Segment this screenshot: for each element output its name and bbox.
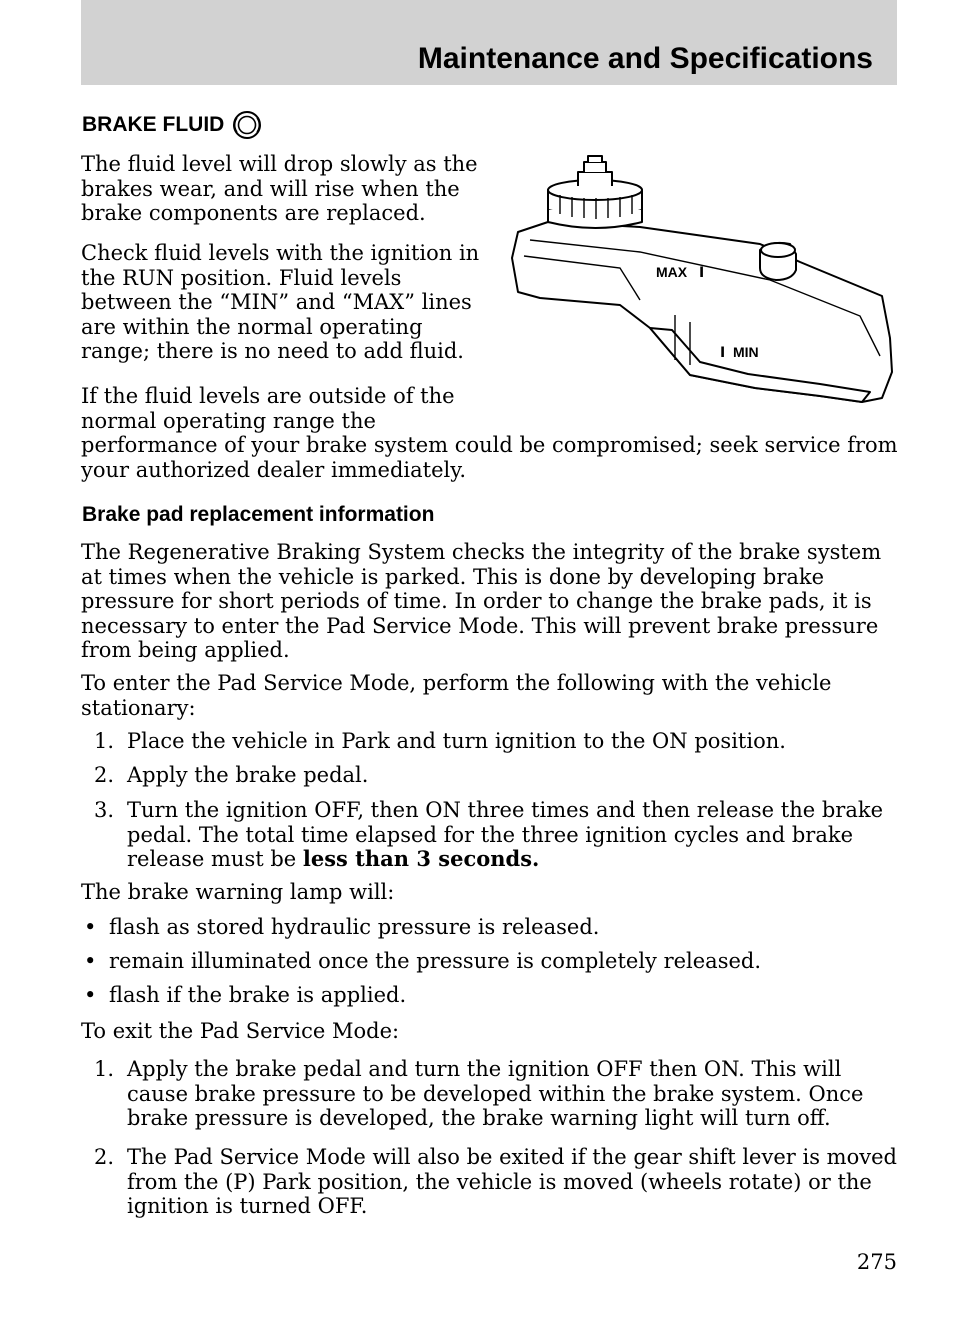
brake-fluid-reservoir-illustration (505, 150, 900, 410)
exit-step-2-number: 2. (94, 1145, 115, 1169)
exit-step-1 (81, 1057, 901, 1131)
page-number: 275 (856, 1250, 897, 1274)
brake-fluid-paragraph-1: The fluid level will drop slowly as the brakes wear, and will rise when the brake components are replaced. (81, 152, 478, 225)
reservoir-max-label: MAX (656, 264, 688, 280)
exit-step-2-text: The Pad Service Mode will also be exited if the gear shift lever is moved from the (P) Park position, the vehicle is moved (wheels rotate) or the ignition is turned OFF. (127, 1145, 897, 1218)
lamp-item-1 (81, 915, 901, 940)
enter-step-2 (81, 763, 901, 788)
enter-step-1 (81, 729, 901, 754)
brake-fluid-heading-text: BRAKE FLUID (82, 113, 225, 136)
brake-fluid-paragraph-3a: If the fluid levels are outside of the normal operating range the (81, 384, 455, 433)
bullet-icon: • (84, 949, 97, 973)
brake-fluid-paragraph-2: Check fluid levels with the ignition in the RUN position. Fluid levels between the “MIN” and “MAX” lines are within the normal operating range; there is no need to add fluid. (81, 241, 480, 363)
brake-pad-paragraph-2: To enter the Pad Service Mode, perform the following with the vehicle stationary: (81, 671, 832, 720)
lamp-intro: The brake warning lamp will: (81, 880, 395, 904)
enter-step-3 (81, 798, 901, 872)
exit-step-2 (81, 1145, 901, 1219)
lamp-item-3 (81, 983, 901, 1008)
brake-pad-heading: Brake pad replacement information (82, 503, 435, 526)
bullet-icon: • (84, 983, 97, 1007)
bullet-icon: • (84, 915, 97, 939)
lamp-item-2-text: remain illuminated once the pressure is completely released. (109, 949, 762, 973)
exit-step-1-text: Apply the brake pedal and turn the ignition OFF then ON. This will cause brake pressure to be developed within the brake system. Once brake pressure is developed, the brake warning light will turn off. (127, 1057, 864, 1130)
enter-step-2-number: 2. (94, 763, 115, 787)
enter-step-1-text: Place the vehicle in Park and turn ignition to the ON position. (127, 729, 786, 753)
brake-pad-paragraph-1: The Regenerative Braking System checks the integrity of the brake system at times when the vehicle is parked. This is done by developing brake pressure for short periods of time. In order to change the brake pads, it is necessary to enter the Pad Service Mode. This will prevent brake pressure from being applied. (81, 540, 882, 662)
reservoir-min-label: MIN (733, 344, 759, 360)
enter-step-3-bold: less than 3 seconds. (302, 846, 540, 871)
brake-fluid-heading (82, 110, 262, 140)
enter-step-2-text: Apply the brake pedal. (127, 763, 369, 787)
header-band (81, 0, 897, 85)
min-arrow-icon: Ⅰ (720, 345, 726, 361)
lamp-item-1-text: flash as stored hydraulic pressure is released. (109, 915, 600, 939)
lamp-item-2 (81, 949, 901, 974)
exit-step-1-number: 1. (94, 1057, 115, 1081)
brake-fluid-paragraph-3b: performance of your brake system could be compromised; seek service from your authorized dealer immediately. (81, 433, 898, 482)
max-arrow-icon: Ⅰ (699, 265, 705, 281)
exit-intro: To exit the Pad Service Mode: (81, 1019, 400, 1043)
brake-fluid-icon (232, 110, 262, 140)
page-title: Maintenance and Specifications (417, 42, 873, 75)
enter-step-3-text: Turn the ignition OFF, then ON three times and then release the brake pedal. The total time elapsed for the three ignition cycles and brake release must be (127, 798, 883, 871)
enter-step-1-number: 1. (94, 729, 115, 753)
lamp-item-3-text: flash if the brake is applied. (109, 983, 407, 1007)
enter-step-3-number: 3. (94, 798, 115, 822)
enter-step-3-content (127, 798, 901, 872)
